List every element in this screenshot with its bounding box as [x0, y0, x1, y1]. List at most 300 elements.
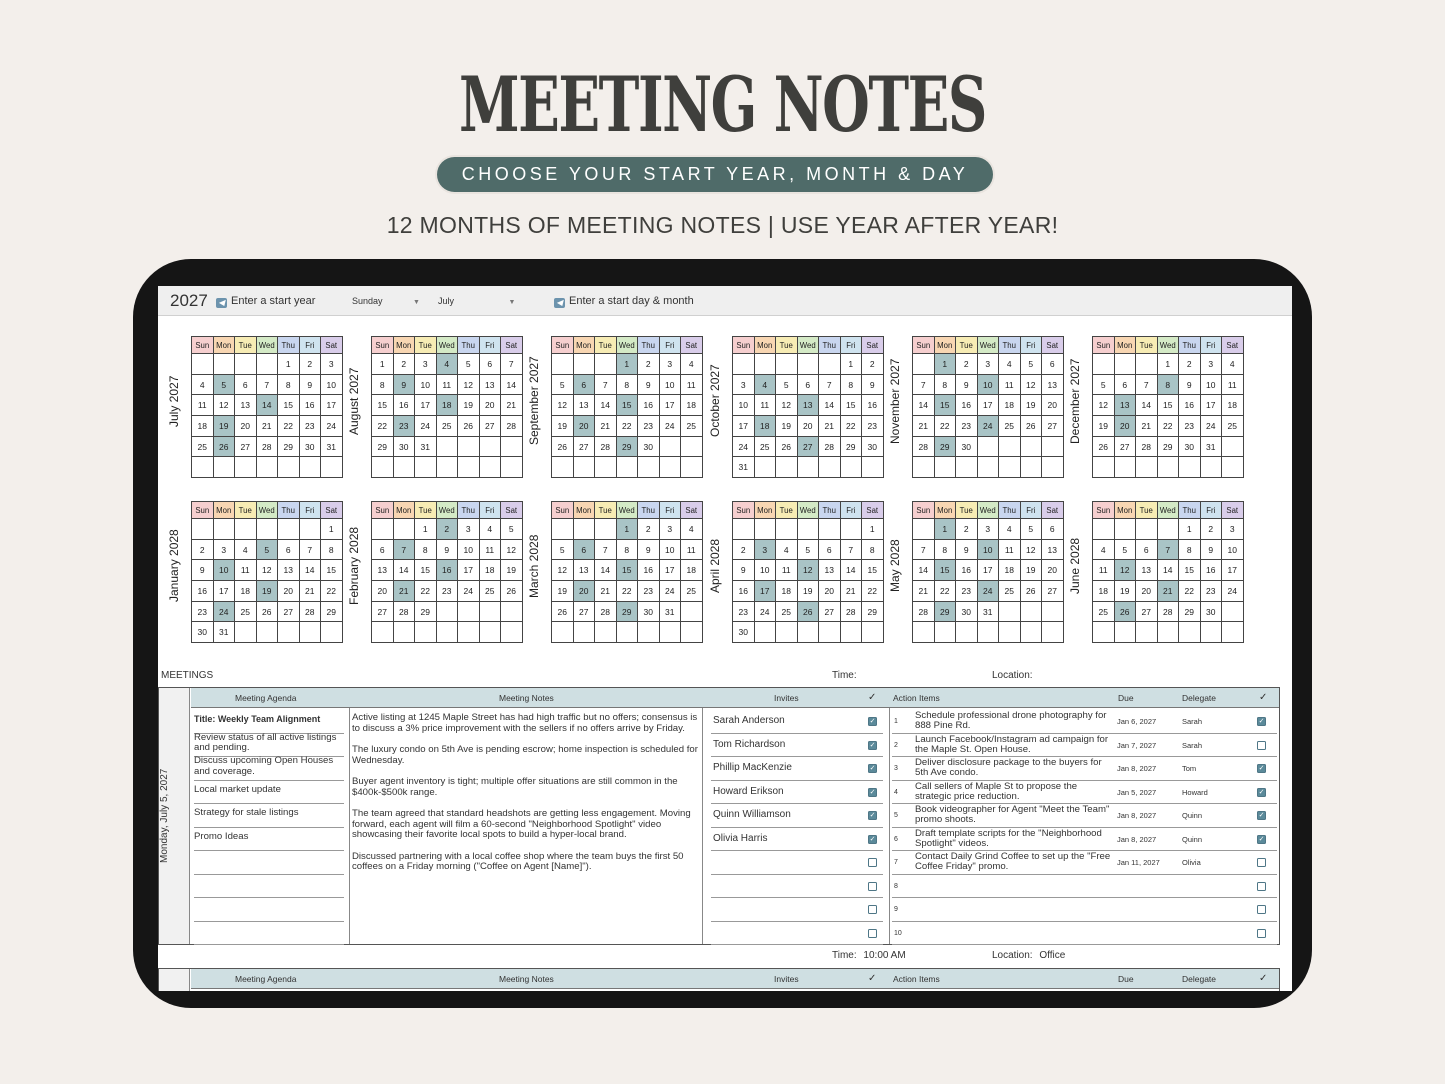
- day-cell[interactable]: [372, 457, 394, 478]
- day-cell[interactable]: 16: [1200, 560, 1222, 581]
- day-cell[interactable]: [1114, 622, 1136, 643]
- day-cell[interactable]: 31: [659, 601, 681, 622]
- day-cell[interactable]: [1222, 457, 1244, 478]
- day-cell[interactable]: 1: [934, 519, 956, 540]
- day-cell[interactable]: 10: [458, 539, 480, 560]
- action-item-text[interactable]: Call sellers of Maple St to propose the strategic price reduction.: [915, 780, 1078, 802]
- day-cell[interactable]: [776, 457, 798, 478]
- day-cell[interactable]: 21: [913, 581, 935, 602]
- day-cell[interactable]: 13: [1136, 560, 1158, 581]
- day-cell[interactable]: 13: [278, 560, 300, 581]
- day-cell[interactable]: [1042, 622, 1064, 643]
- day-cell[interactable]: 28: [913, 601, 935, 622]
- day-cell[interactable]: 25: [776, 601, 798, 622]
- day-cell[interactable]: [393, 519, 415, 540]
- day-cell[interactable]: 11: [192, 395, 214, 416]
- day-cell[interactable]: 5: [776, 374, 798, 395]
- day-cell[interactable]: 19: [776, 416, 798, 437]
- day-cell[interactable]: 1: [1179, 519, 1201, 540]
- action-checkbox[interactable]: ✓: [1258, 812, 1265, 819]
- day-cell[interactable]: 20: [1136, 581, 1158, 602]
- action-checkbox[interactable]: [1257, 929, 1266, 938]
- day-cell[interactable]: 6: [1042, 519, 1064, 540]
- day-cell[interactable]: 12: [1114, 560, 1136, 581]
- day-cell[interactable]: 26: [458, 416, 480, 437]
- day-cell[interactable]: 22: [1157, 416, 1179, 437]
- day-cell[interactable]: 19: [1093, 416, 1115, 437]
- day-cell[interactable]: [1093, 354, 1115, 375]
- day-cell[interactable]: 30: [956, 601, 978, 622]
- day-cell[interactable]: [192, 354, 214, 375]
- day-cell[interactable]: [552, 457, 574, 478]
- day-cell[interactable]: 29: [934, 436, 956, 457]
- day-cell[interactable]: 7: [595, 539, 617, 560]
- day-cell[interactable]: 7: [819, 374, 841, 395]
- day-cell[interactable]: 13: [479, 374, 501, 395]
- invite-checkbox[interactable]: ✓: [869, 812, 876, 819]
- day-cell[interactable]: [256, 622, 278, 643]
- day-cell[interactable]: 22: [934, 416, 956, 437]
- day-cell[interactable]: [573, 519, 595, 540]
- day-cell[interactable]: [595, 519, 617, 540]
- day-cell[interactable]: 4: [776, 539, 798, 560]
- day-cell[interactable]: [862, 622, 884, 643]
- invite-checkbox[interactable]: ✓: [869, 741, 876, 749]
- day-cell[interactable]: 2: [862, 354, 884, 375]
- day-cell[interactable]: 30: [393, 436, 415, 457]
- invitee-name[interactable]: Tom Richardson: [713, 738, 786, 750]
- day-cell[interactable]: 13: [573, 560, 595, 581]
- day-cell[interactable]: [393, 457, 415, 478]
- day-cell[interactable]: [552, 519, 574, 540]
- day-cell[interactable]: 25: [999, 581, 1021, 602]
- day-cell[interactable]: 26: [1020, 581, 1042, 602]
- day-cell[interactable]: [913, 457, 935, 478]
- day-cell[interactable]: 8: [1157, 374, 1179, 395]
- action-item-text[interactable]: Contact Daily Grind Coffee to set up the "Free Coffee Friday" promo.: [915, 851, 1111, 872]
- day-cell[interactable]: [819, 457, 841, 478]
- day-cell[interactable]: 9: [436, 539, 458, 560]
- day-cell[interactable]: [934, 457, 956, 478]
- day-cell[interactable]: [616, 622, 638, 643]
- day-cell[interactable]: 28: [393, 601, 415, 622]
- day-cell[interactable]: 22: [415, 581, 437, 602]
- day-cell[interactable]: 1: [321, 519, 343, 540]
- day-cell[interactable]: 9: [1179, 374, 1201, 395]
- day-cell[interactable]: 31: [977, 601, 999, 622]
- day-cell[interactable]: [278, 519, 300, 540]
- day-cell[interactable]: 18: [681, 560, 703, 581]
- day-cell[interactable]: 9: [192, 560, 214, 581]
- day-cell[interactable]: 8: [321, 539, 343, 560]
- action-due-date[interactable]: Jan 11, 2027: [1117, 858, 1160, 867]
- day-cell[interactable]: 17: [1222, 560, 1244, 581]
- day-cell[interactable]: [1200, 622, 1222, 643]
- day-cell[interactable]: [436, 622, 458, 643]
- day-cell[interactable]: 13: [573, 395, 595, 416]
- day-cell[interactable]: 7: [1157, 539, 1179, 560]
- day-cell[interactable]: [213, 519, 235, 540]
- day-cell[interactable]: 29: [372, 436, 394, 457]
- day-cell[interactable]: 14: [913, 395, 935, 416]
- day-cell[interactable]: 31: [415, 436, 437, 457]
- day-cell[interactable]: 2: [956, 519, 978, 540]
- day-cell[interactable]: [754, 519, 776, 540]
- day-cell[interactable]: 2: [638, 354, 660, 375]
- invite-checkbox[interactable]: ✓: [869, 765, 876, 772]
- day-cell[interactable]: 4: [681, 354, 703, 375]
- day-cell[interactable]: 24: [659, 416, 681, 437]
- action-delegate[interactable]: Sarah: [1182, 717, 1203, 726]
- day-cell[interactable]: [977, 457, 999, 478]
- day-cell[interactable]: 10: [415, 374, 437, 395]
- day-cell[interactable]: 30: [862, 436, 884, 457]
- day-cell[interactable]: 18: [999, 395, 1021, 416]
- day-cell[interactable]: 18: [754, 416, 776, 437]
- day-cell[interactable]: 21: [1157, 581, 1179, 602]
- action-delegate[interactable]: Howard: [1182, 787, 1208, 797]
- day-cell[interactable]: 19: [213, 416, 235, 437]
- day-cell[interactable]: 12: [256, 560, 278, 581]
- action-checkbox[interactable]: [1257, 741, 1266, 750]
- day-cell[interactable]: [1136, 354, 1158, 375]
- day-cell[interactable]: 26: [1114, 601, 1136, 622]
- day-cell[interactable]: 21: [840, 581, 862, 602]
- day-cell[interactable]: 16: [733, 581, 755, 602]
- invitee-name[interactable]: Phillip MacKenzie: [713, 762, 792, 773]
- action-due-date[interactable]: Jan 7, 2027: [1117, 740, 1157, 750]
- day-cell[interactable]: 9: [638, 539, 660, 560]
- day-cell[interactable]: 16: [638, 560, 660, 581]
- day-cell[interactable]: 28: [595, 601, 617, 622]
- day-cell[interactable]: 20: [1042, 560, 1064, 581]
- day-cell[interactable]: 2: [192, 539, 214, 560]
- day-cell[interactable]: 24: [1200, 416, 1222, 437]
- day-cell[interactable]: [1136, 622, 1158, 643]
- day-cell[interactable]: [659, 622, 681, 643]
- day-cell[interactable]: 9: [733, 560, 755, 581]
- day-cell[interactable]: [977, 622, 999, 643]
- day-cell[interactable]: 10: [1200, 374, 1222, 395]
- day-cell[interactable]: [552, 354, 574, 375]
- action-due-date[interactable]: Jan 8, 2027: [1117, 764, 1157, 773]
- day-cell[interactable]: 29: [616, 436, 638, 457]
- day-cell[interactable]: 15: [616, 395, 638, 416]
- day-cell[interactable]: [1136, 457, 1158, 478]
- day-cell[interactable]: 21: [819, 416, 841, 437]
- day-cell[interactable]: 15: [934, 560, 956, 581]
- day-cell[interactable]: [1179, 457, 1201, 478]
- day-cell[interactable]: 26: [1020, 416, 1042, 437]
- day-cell[interactable]: 17: [754, 581, 776, 602]
- day-cell[interactable]: 16: [638, 395, 660, 416]
- day-cell[interactable]: [1114, 354, 1136, 375]
- day-cell[interactable]: 9: [393, 374, 415, 395]
- day-cell[interactable]: 22: [616, 416, 638, 437]
- day-cell[interactable]: 31: [733, 457, 755, 478]
- day-cell[interactable]: 12: [776, 395, 798, 416]
- day-cell[interactable]: 18: [479, 560, 501, 581]
- day-cell[interactable]: 26: [797, 601, 819, 622]
- day-cell[interactable]: 15: [862, 560, 884, 581]
- day-cell[interactable]: [1020, 457, 1042, 478]
- start-year-input[interactable]: 2027: [170, 291, 208, 310]
- day-cell[interactable]: 30: [299, 436, 321, 457]
- day-cell[interactable]: 18: [235, 581, 257, 602]
- day-cell[interactable]: 15: [415, 560, 437, 581]
- day-cell[interactable]: 27: [819, 601, 841, 622]
- location-value[interactable]: Office: [1039, 950, 1066, 961]
- day-cell[interactable]: 24: [458, 581, 480, 602]
- day-cell[interactable]: 6: [235, 374, 257, 395]
- day-cell[interactable]: 8: [1179, 539, 1201, 560]
- day-cell[interactable]: 3: [733, 374, 755, 395]
- day-cell[interactable]: 12: [552, 560, 574, 581]
- day-cell[interactable]: 28: [819, 436, 841, 457]
- day-cell[interactable]: [819, 622, 841, 643]
- day-cell[interactable]: 8: [840, 374, 862, 395]
- day-cell[interactable]: 29: [616, 601, 638, 622]
- day-cell[interactable]: 7: [913, 374, 935, 395]
- day-cell[interactable]: 8: [415, 539, 437, 560]
- day-cell[interactable]: 17: [659, 395, 681, 416]
- day-cell[interactable]: 1: [1157, 354, 1179, 375]
- day-cell[interactable]: [819, 519, 841, 540]
- day-cell[interactable]: 10: [733, 395, 755, 416]
- day-cell[interactable]: 2: [1179, 354, 1201, 375]
- day-cell[interactable]: [977, 436, 999, 457]
- day-cell[interactable]: 10: [754, 560, 776, 581]
- day-cell[interactable]: 20: [573, 416, 595, 437]
- day-cell[interactable]: 4: [1222, 354, 1244, 375]
- action-checkbox[interactable]: ✓: [1258, 765, 1265, 772]
- day-cell[interactable]: [299, 622, 321, 643]
- day-cell[interactable]: [956, 622, 978, 643]
- invite-checkbox[interactable]: [868, 858, 877, 867]
- day-cell[interactable]: 28: [299, 601, 321, 622]
- day-cell[interactable]: [479, 622, 501, 643]
- day-cell[interactable]: 24: [659, 581, 681, 602]
- day-cell[interactable]: [436, 457, 458, 478]
- day-cell[interactable]: [192, 457, 214, 478]
- day-cell[interactable]: 27: [372, 601, 394, 622]
- action-checkbox[interactable]: [1257, 858, 1266, 867]
- day-cell[interactable]: 2: [393, 354, 415, 375]
- day-cell[interactable]: 28: [256, 436, 278, 457]
- day-cell[interactable]: 28: [840, 601, 862, 622]
- invite-checkbox[interactable]: ✓: [869, 788, 876, 796]
- day-cell[interactable]: 26: [213, 436, 235, 457]
- day-cell[interactable]: 14: [256, 395, 278, 416]
- day-cell[interactable]: 27: [573, 601, 595, 622]
- day-cell[interactable]: 15: [1179, 560, 1201, 581]
- day-cell[interactable]: 14: [299, 560, 321, 581]
- day-cell[interactable]: 10: [659, 374, 681, 395]
- day-cell[interactable]: 17: [1200, 395, 1222, 416]
- day-cell[interactable]: 1: [840, 354, 862, 375]
- day-cell[interactable]: 14: [595, 395, 617, 416]
- day-cell[interactable]: [1222, 436, 1244, 457]
- day-cell[interactable]: [213, 354, 235, 375]
- day-cell[interactable]: 27: [1136, 601, 1158, 622]
- day-cell[interactable]: [458, 436, 480, 457]
- day-cell[interactable]: 8: [372, 374, 394, 395]
- day-cell[interactable]: 17: [977, 395, 999, 416]
- day-cell[interactable]: 3: [977, 354, 999, 375]
- day-cell[interactable]: [1222, 622, 1244, 643]
- day-cell[interactable]: [1042, 436, 1064, 457]
- day-cell[interactable]: 15: [372, 395, 394, 416]
- invitee-name[interactable]: Sarah Anderson: [713, 715, 785, 726]
- invite-checkbox[interactable]: ✓: [869, 718, 876, 725]
- day-cell[interactable]: 4: [479, 519, 501, 540]
- action-item-text[interactable]: Deliver disclosure package to the buyers for 5th Ave condo.: [915, 757, 1102, 778]
- day-cell[interactable]: 11: [681, 374, 703, 395]
- day-cell[interactable]: 23: [192, 601, 214, 622]
- day-cell[interactable]: [479, 436, 501, 457]
- day-cell[interactable]: [1114, 519, 1136, 540]
- day-cell[interactable]: [1042, 457, 1064, 478]
- day-cell[interactable]: 5: [552, 539, 574, 560]
- day-cell[interactable]: 4: [999, 354, 1021, 375]
- day-cell[interactable]: 17: [733, 416, 755, 437]
- day-cell[interactable]: 1: [934, 354, 956, 375]
- day-cell[interactable]: 19: [1020, 395, 1042, 416]
- day-cell[interactable]: 19: [1020, 560, 1042, 581]
- day-cell[interactable]: 19: [552, 581, 574, 602]
- day-cell[interactable]: 29: [1157, 436, 1179, 457]
- day-cell[interactable]: 21: [299, 581, 321, 602]
- day-cell[interactable]: [372, 519, 394, 540]
- day-cell[interactable]: 12: [1020, 374, 1042, 395]
- day-cell[interactable]: 20: [797, 416, 819, 437]
- invitee-name[interactable]: Howard Erikson: [713, 785, 784, 797]
- day-cell[interactable]: 23: [956, 416, 978, 437]
- day-cell[interactable]: 10: [1222, 539, 1244, 560]
- day-cell[interactable]: 16: [393, 395, 415, 416]
- day-cell[interactable]: 18: [436, 395, 458, 416]
- day-cell[interactable]: 10: [213, 560, 235, 581]
- invite-checkbox[interactable]: [868, 882, 877, 891]
- day-cell[interactable]: [415, 622, 437, 643]
- day-cell[interactable]: [1093, 622, 1115, 643]
- day-cell[interactable]: 10: [977, 374, 999, 395]
- day-cell[interactable]: 5: [797, 539, 819, 560]
- start-month-select[interactable]: July ▼: [438, 296, 516, 306]
- day-cell[interactable]: [1020, 622, 1042, 643]
- day-cell[interactable]: [479, 601, 501, 622]
- day-cell[interactable]: [213, 457, 235, 478]
- day-cell[interactable]: 12: [552, 395, 574, 416]
- day-cell[interactable]: 9: [956, 374, 978, 395]
- day-cell[interactable]: 21: [393, 581, 415, 602]
- day-cell[interactable]: 17: [415, 395, 437, 416]
- day-cell[interactable]: 2: [733, 539, 755, 560]
- day-cell[interactable]: 22: [372, 416, 394, 437]
- day-cell[interactable]: 11: [235, 560, 257, 581]
- day-cell[interactable]: 13: [819, 560, 841, 581]
- day-cell[interactable]: 22: [862, 581, 884, 602]
- invitee-name[interactable]: Olivia Harris: [713, 832, 768, 844]
- day-cell[interactable]: [458, 622, 480, 643]
- day-cell[interactable]: 3: [458, 519, 480, 540]
- day-cell[interactable]: 19: [501, 560, 523, 581]
- action-due-date[interactable]: Jan 8, 2027: [1117, 811, 1157, 820]
- day-cell[interactable]: 27: [479, 416, 501, 437]
- day-cell[interactable]: [1042, 601, 1064, 622]
- day-cell[interactable]: 31: [1200, 436, 1222, 457]
- action-checkbox[interactable]: ✓: [1258, 835, 1265, 843]
- day-cell[interactable]: 22: [840, 416, 862, 437]
- day-cell[interactable]: 19: [458, 395, 480, 416]
- action-delegate[interactable]: Olivia: [1182, 858, 1201, 867]
- day-cell[interactable]: 4: [235, 539, 257, 560]
- day-cell[interactable]: [321, 622, 343, 643]
- day-cell[interactable]: 8: [862, 539, 884, 560]
- day-cell[interactable]: 14: [913, 560, 935, 581]
- day-cell[interactable]: 11: [754, 395, 776, 416]
- day-cell[interactable]: 5: [1114, 539, 1136, 560]
- invitee-name[interactable]: Quinn Williamson: [713, 809, 791, 820]
- action-delegate[interactable]: Quinn: [1182, 811, 1203, 820]
- day-cell[interactable]: [1179, 622, 1201, 643]
- day-cell[interactable]: [638, 622, 660, 643]
- day-cell[interactable]: 7: [299, 539, 321, 560]
- day-cell[interactable]: [235, 622, 257, 643]
- day-cell[interactable]: 6: [1136, 539, 1158, 560]
- day-cell[interactable]: 11: [999, 539, 1021, 560]
- day-cell[interactable]: 20: [1042, 395, 1064, 416]
- action-delegate[interactable]: Quinn: [1182, 834, 1203, 844]
- day-cell[interactable]: 20: [573, 581, 595, 602]
- day-cell[interactable]: 7: [256, 374, 278, 395]
- day-cell[interactable]: 1: [278, 354, 300, 375]
- day-cell[interactable]: 6: [1042, 354, 1064, 375]
- day-cell[interactable]: 31: [213, 622, 235, 643]
- day-cell[interactable]: 23: [1179, 416, 1201, 437]
- day-cell[interactable]: 2: [299, 354, 321, 375]
- day-cell[interactable]: 19: [1114, 581, 1136, 602]
- day-cell[interactable]: 25: [754, 436, 776, 457]
- day-cell[interactable]: 15: [934, 395, 956, 416]
- day-cell[interactable]: 27: [1042, 581, 1064, 602]
- day-cell[interactable]: 30: [638, 601, 660, 622]
- day-cell[interactable]: [754, 354, 776, 375]
- day-cell[interactable]: [256, 519, 278, 540]
- day-cell[interactable]: 25: [999, 416, 1021, 437]
- day-cell[interactable]: [256, 354, 278, 375]
- day-cell[interactable]: [1093, 519, 1115, 540]
- day-cell[interactable]: 30: [1200, 601, 1222, 622]
- day-cell[interactable]: 26: [552, 436, 574, 457]
- day-cell[interactable]: 18: [1093, 581, 1115, 602]
- day-cell[interactable]: 26: [256, 601, 278, 622]
- day-cell[interactable]: 6: [1114, 374, 1136, 395]
- day-cell[interactable]: [1200, 457, 1222, 478]
- day-cell[interactable]: 5: [213, 374, 235, 395]
- day-cell[interactable]: [501, 457, 523, 478]
- day-cell[interactable]: 21: [595, 416, 617, 437]
- day-cell[interactable]: [956, 457, 978, 478]
- day-cell[interactable]: 28: [501, 416, 523, 437]
- day-cell[interactable]: [681, 457, 703, 478]
- day-cell[interactable]: 3: [1200, 354, 1222, 375]
- day-cell[interactable]: 5: [256, 539, 278, 560]
- day-cell[interactable]: 25: [681, 581, 703, 602]
- day-cell[interactable]: 6: [819, 539, 841, 560]
- day-cell[interactable]: 3: [977, 519, 999, 540]
- day-cell[interactable]: 30: [192, 622, 214, 643]
